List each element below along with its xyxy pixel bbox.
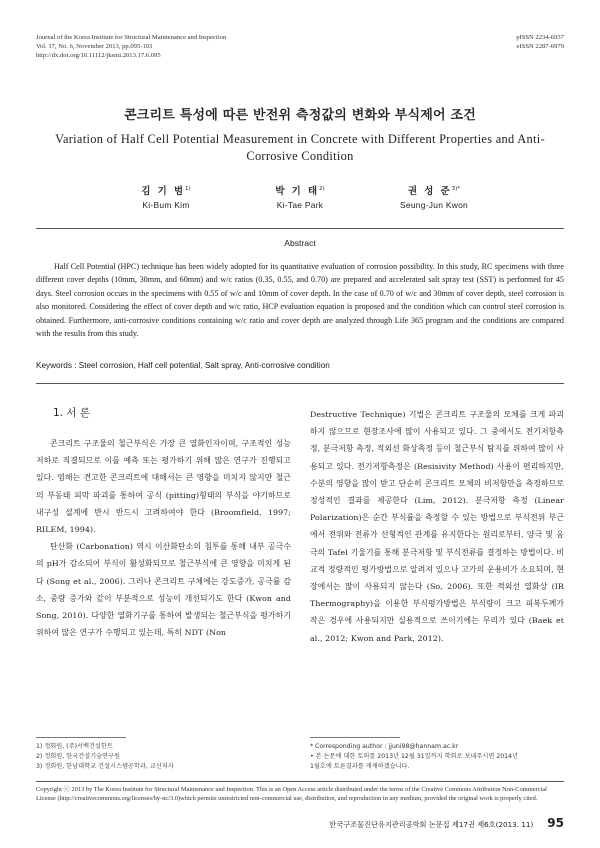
pissn: pISSN 2234-6937 bbox=[516, 34, 564, 41]
abstract-bottom-rule bbox=[36, 383, 564, 384]
footnote: 1) 정회원, (주)서백건설한트 bbox=[36, 743, 113, 750]
author-affiliation-mark: 1) bbox=[185, 185, 191, 192]
abstract-text: Half Cell Potential (HPC) technique has been widely adopted for its quantitative evaluation of corrosion possibility. In this study, RC specimens with three different cover depths (10mm, 30mm, and 60mm) and w/c ratios (0.35, 0.55, and 0.70) are prepared and accelerated salt spray test (SST) is performed for 45 days. Steel corrosion occurs in the specimens with 0.55 of w/c and 10mm of cover depth. In the case of 0.70 of w/c and 30mm of cover depth, steel corrosion is also monitored. Considering the effect of cover depth and w/c ratio, HCP evaluation equation is proposed and the condition which can control steel corrosion is obtained. Furthermore, anti-corrosive conditions containing w/c ratio and cover depth are analyzed through Life 365 program and the conditions are compared with the results from this study. bbox=[36, 262, 564, 339]
volume-info: Vol. 17, No. 6, November 2013, pp.095-103 bbox=[36, 43, 153, 50]
issn-block bbox=[516, 33, 564, 51]
keywords: Keywords : Steel corrosion, Half cell potential, Salt spray, Anti-corrosive condition bbox=[36, 361, 330, 370]
author-2 bbox=[255, 183, 345, 210]
discussion-note: 1월호에 토론결과를 게재하겠습니다. bbox=[310, 763, 410, 771]
paragraph: 탄산화 (Carbonation) 역시 이산화탄소의 침투를 통해 내부 공극수의 pH가 감소되어 부식이 활성화되므로 철근부식에 큰 영향을 미치게 된다 (Song et al., 2006). 그러나 콘크리트 구체에는 강도증가, 공극률 감소, 중량 증가와 같이 부분적으로 성능이 개선되기도 한다 (Kwon and Song, 2010). 다양한 열화기구를 통하여 발생되는 철근부식을 평가하기 위하여 많은 연구가 수행되고 있는데, 특히 NDT (Non bbox=[36, 542, 291, 638]
title-korean: 콘크리트 특성에 따른 반전위 측정값의 변화와 부식제어 조건 bbox=[123, 108, 477, 123]
paragraph: Destructive Technique) 기법은 콘크리트 구조물의 모체를 크게 파괴하지 않으므로 현장조사에 많이 사용되고 있다. 그 중에서도 전기저항측정, 분극저항 측정, 적외선 화상측정 등이 철근부식 탐지를 위하여 많이 사용되고 있다. 전기저항측정은 (Resisivity Method) 사용이 편리하지만, 수분의 영향을 많이 받고 단순히 콘크리트 모체의 비저항만을 측정하므로 정성적인 결과를 제공한다 (Lim, 2012). 분극저항 측정 (Linear Polarization)은 순간 부식률을 측정할 수 있는 방법으로 부식전위 부근에서 전위와 전류가 선형적인 관계를 유지한다는 원리로부터, 양극 및 음극의 Tafel 기울기를 통해 분극저항 및 부식전류를 결정하는 방법이다. 비교적 정량적인 평가방법으로 알려져 있으나 고가의 운용비가 소요되며, 현장에서는 많이 사용되지 않는다 (So, 2006). 또한 적외선 열화상 (IR Thermography)을 이용한 부식평가방법은 부식량이 크고 피복두께가 작은 경우에 사용되지만 실용적으로 쓰이기에는 무리가 있다 (Baek et al., 2012; Kwon and Park, 2012). bbox=[310, 410, 564, 643]
footnote: 2) 정회원, 한국건설기술연구원 bbox=[36, 753, 120, 761]
journal-name: Journal of the Korea Institute for Structural Maintenance and Inspection bbox=[36, 34, 227, 41]
page-footer bbox=[329, 816, 564, 830]
author-name-ko: 권 성 준 bbox=[407, 186, 452, 197]
paragraph: 콘크리트 구조물의 철근부식은 가장 큰 열화인자이며, 구조적인 성능저하로 직결되므로 이를 예측 또는 평가하기 위해 많은 연구가 진행되고 있다. 염해는 견고한 콘크리트에 대해서는 큰 영향을 미치지 않지만 철근의 부동태 피막 파괴를 통하여 공식 (pitting)형태의 부식을 야기하므로 내구성 설계에 반시 반드시 고려하여야 한다 (Broomfield, 1997; RILEM, 1994). bbox=[36, 439, 291, 535]
footnote-rule-left bbox=[36, 737, 126, 738]
abstract-top-rule bbox=[36, 228, 564, 229]
author-3 bbox=[389, 183, 479, 210]
author-name-ko: 박 기 태 bbox=[275, 186, 320, 197]
author-affiliation-mark: 3)* bbox=[451, 185, 461, 192]
corresponding-footnotes bbox=[310, 742, 518, 773]
page-number: 95 bbox=[547, 816, 564, 830]
footnote: 3) 정회원, 한남대학교 건설시스템공학과, 교신저자 bbox=[36, 763, 174, 771]
discussion-note: • 본 논문에 대한 토의를 2013년 12월 31일까지 학회로 보내주시면 2014년 bbox=[310, 753, 519, 761]
author-name-en: Ki-Tae Park bbox=[276, 200, 324, 210]
footnote-rule-right bbox=[310, 737, 400, 738]
abstract-heading: Abstract bbox=[284, 238, 316, 248]
doi-link[interactable]: http://dx.doi.org/10.11112/jksmi.2013.17.6.095 bbox=[36, 52, 161, 59]
footer-journal: 한국구조물진단유지관리공학회 논문집 제17권 제6호(2013. 11) bbox=[329, 820, 534, 829]
author-name-ko: 김 기 범 bbox=[141, 186, 186, 197]
corresponding-email: * Corresponding author : jjuni98@hannam.ac.kr bbox=[310, 743, 459, 750]
body-column-left bbox=[36, 435, 291, 641]
author-name-en: Ki-Bum Kim bbox=[142, 200, 190, 210]
author-list bbox=[0, 183, 600, 210]
author-name-en: Seung-Jun Kwon bbox=[400, 200, 468, 210]
author-1 bbox=[121, 183, 211, 210]
author-affiliation-mark: 2) bbox=[319, 185, 325, 192]
copyright-rule bbox=[36, 781, 564, 782]
journal-header bbox=[36, 33, 226, 60]
eissn: eISSN 2287-6979 bbox=[516, 43, 564, 50]
section-heading: 1. 서 론 bbox=[53, 407, 90, 419]
copyright-notice: Copyright ⓒ 2013 by The Korea Institute for Structural Maintenance and Inspection. This is an Open Access article distributed under the terms of the Creative Commons Attribution Non-Commercial License (http://creativecommons.org/licenses/by-nc/3.0)which permits unrestricted non-commercial use, distribution, and reproduction in any medium, provided the original work is properly cited. bbox=[36, 786, 547, 802]
body-column-right bbox=[310, 406, 564, 647]
title-english: Variation of Half Cell Potential Measurement in Concrete with Different Properties and Anti-Corrosive Condition bbox=[55, 132, 545, 163]
affiliation-footnotes bbox=[36, 742, 174, 773]
